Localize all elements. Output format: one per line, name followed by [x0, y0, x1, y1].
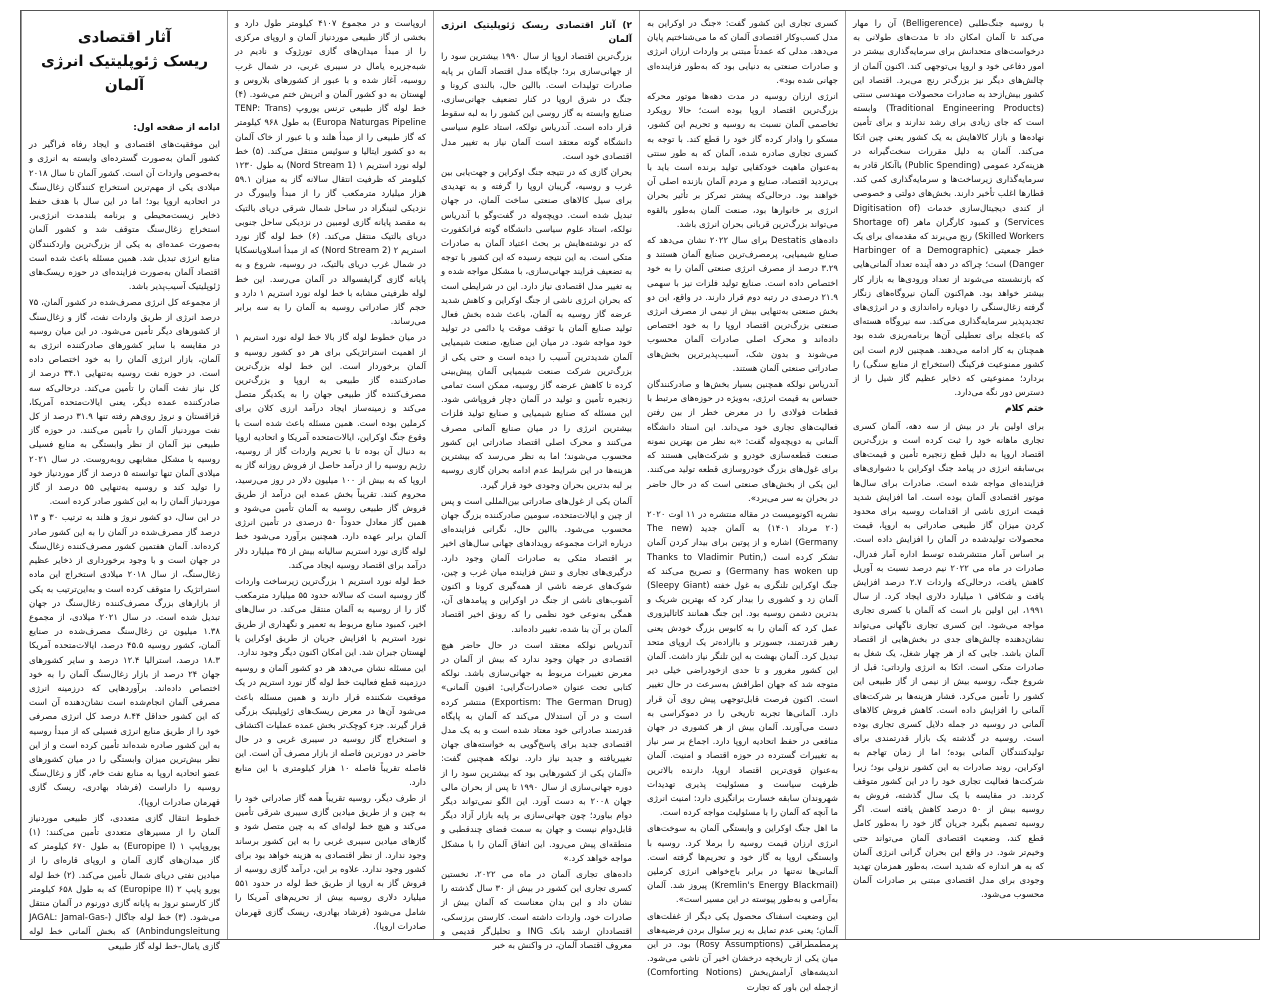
paragraph: آندریاس نولکه معتقد است در حال حاضر هیچ اقتصادی در جهان وجود ندارد که بیش از آلمان در معرض تغییرات مربوط به جهانی‌سازی باشد. نولکه کتابی تحت عنوان «صادرات‌گرایی: افیون آلمانی» (Exportism: The German Drug) منتشر کرده است و در آن استدلال می‌کند که آلمان به پایگاه قدرتمند صادراتی خود معتاد شده است و به یک مدل اقتصادی جدید برای پاسخ‌گویی به خواسته‌های جهان تغییریافته و جدید نیاز دارد. نولکه همچنین گفت: «آلمان یکی از کشورهایی بود که بیشترین سود را از دوره جهانی‌سازی از سال ۱۹۹۰ تا پس از بحران مالی جهان ۲۰۰۸ به دست آورد. این الگو نمی‌تواند دیگر دوام بیاورد؛ چون جهانی‌سازی بر پایه بازار آزاد دیگر قابل‌دوام نیست و جهان به سمت فضای چندقطبی و منطقه‌ای پیش می‌رود. این اتفاق آلمان را با مشکل مواجه خواهد کرد.»: [441, 640, 633, 864]
paragraph: انرژی ارزان روسیه در مدت دهه‌ها موتور محرکه بزرگ‌ترین اقتصاد اروپا بوده است؛ حالا رویکرد تخاصمی آلمان نسبت به روسیه و تحریم این کشور، مسکو را وادار کرده گاز خود را قطع کند. با توجه به کسری تجاری صادره شده، آلمان که به طور سنتی به‌عنوان ماهیت خودکفایی تولید برنده است باید با بی‌تردید اقتصاد، صنایع و مردم آلمان بازنده اصلی آن خواهند بود. درحالی‌که پیشتر تمرکز بر تأثیر بحران انرژی بر خانوارها بود، صنعت آلمان به‌طور بالقوه می‌تواند بزرگ‌ترین قربانی بحران انرژی باشد.: [647, 92, 838, 230]
paragraph: در این سال، دو کشور نروژ و هلند به ترتیب ۳۰ و ۱۳ درصد گاز مصرف‌شده در آلمان را به این کشور صادر کرده‌اند. آلمان هفتمین کشور مصرف‌کننده زغال‌سنگ در جهان است و با وجود برخورداری از ذخایر عظیم زغال‌سنگ، از سال ۲۰۱۸ میلادی استخراج این ماده استراتژیک را متوقف کرده است و به‌این‌ترتیب به یکی از بازارهای بزرگ مصرف‌کننده زغال‌سنگ در جهان تبدیل شده است. در سال ۲۰۲۱ میلادی، از مجموع ۱.۳۸ میلیون تن زغال‌سنگ مصرف‌شده در صنایع آلمان، کشور روسیه ۴۵.۵ درصد، ایالات‌متحده آمریکا ۱۸.۳ درصد، استرالیا ۱۲.۴ درصد و سایر کشورهای جهان ۲۴ درصد از بازار زغال‌سنگ آلمان را به خود اختصاص داده‌اند. برآوردهایی که درزمینه انرژی مصرفی آلمان انجام‌شده است نشان‌دهنده آن است که این کشور حداقل ۸.۴۴ درصد کل انرژی مصرفی خود را از طریق منابع انرژی فسیلی که از مبدأ روسیه به این کشور صادره شده‌اند تأمین کرده است و از این نظر بیش‌ترین میزان وابستگی را در میان کشورهای عضو اتحادیه اروپا به منابع نفت خام، گاز و زغال‌سنگ روسیه را داراست (فرشاد بهادری، ریسک گازی قهرمان صادرات اروپا).: [29, 513, 221, 808]
section-heading: ۲) آثار اقتصادی ریسک ژئوپلیتیک انرژی آلمان: [441, 21, 632, 46]
paragraph: در میان خطوط لوله گاز بالا خط لوله نورد استریم ۱ از اهمیت استراتژیکی برای هر دو کشور روسیه و آلمان برخوردار است. این خط لوله بزرگ‌ترین صادرکننده گاز طبیعی به اروپا و بزرگ‌ترین مصرف‌کننده گاز طبیعی جهان را به یکدیگر متصل می‌کند و زمینه‌ساز ایجاد درآمد ارزی کلان برای کرملین بوده است. همین مسئله باعث شده است با وقوع جنگ اوکراین، ایالات‌متحده آمریکا و اتحادیه اروپا به دنبال آن بوده تا با تحریم واردات گاز از روسیه، رژیم روسیه را از درآمد حاصل از فروش روزانه گاز به اروپا که به بیش از ۱۰۰ میلیون دلار در روز می‌رسید، محروم کنند. تقریباً بخش عمده این درآمد از طریق فروش گاز طبیعی روسیه به آلمان تأمین می‌شود و همین گاز معادل حدوداً ۵۰ درصدی در تأمین انرژی آلمان برابر عهده دارد. همچنین برآورد می‌شود خط لوله گازی نورد استریم سالیانه بیش از ۳۵ میلیارد دلار درآمد برای اقتصاد روسیه ایجاد می‌کند.: [235, 333, 426, 571]
paragraph: داده‌های Destatis برای سال ۲۰۲۲ نشان می‌دهد که صنایع شیمیایی، پرمصرف‌ترین صنایع آلمان هستند و ۳.۲۹ درصد از مصرف انرژی صنعتی آلمان را به خود اختصاص داده است. صنایع تولید فلزات نیز با سهمی ۲۱.۹ درصدی در رتبه دوم قرار دارند. در واقع، این دو بخش صنعتی به‌تنهایی بیش از نیمی از مصرف انرژی صنعتی بزرگ‌ترین اقتصاد اروپا را به خود اختصاص داده‌اند و محرک اصلی صادرات آلمان محسوب می‌شوند و بدون شک، آسیب‌پذیرترین بخش‌های صادراتی صنعتی آلمان هستند.: [647, 236, 838, 374]
paragraph: این موفقیت‌های اقتصادی و ایجاد رفاه فراگیر در کشور آلمان به‌صورت گسترده‌ای وابسته به انرژی و به‌خصوص واردات آن است. کشور آلمان تا سال ۲۰۱۸ میلادی یکی از مهم‌ترین استخراج کنندگان زغال‌سنگ در اتحادیه اروپا بود؛ اما در این سال با هدف حفظ ذخایر زیست‌محیطی و برنامه بلندمدت انرژی‌بر، استخراج زغال‌سنگ متوقف شد و کشور آلمان به‌صورت عمده‌ای به یکی از بزرگ‌ترین واردکنندگان منابع انرژی تبدیل شد. همین مسئله باعث شده است اقتصاد آلمان به‌صورت فزاینده‌ای در حوزه ریسک‌های ژئوپلیتیک آسیب‌پذیر باشد.: [29, 140, 220, 293]
paragraph: برای اولین بار در بیش از سه دهه، آلمان کسری تجاری ماهانه خود را ثبت کرده است و بزرگ‌ترین اقتصاد اروپا به دلیل قطع زنجیره تأمین و قیمت‌های بی‌سابقه انرژی در پیامد جنگ اوکراین با دشواری‌های فزاینده‌ای مواجه شده است. صادرات برای سال‌ها موتور اقتصادی آلمان بوده است. اما افزایش شدید قیمت انرژی ناشی از اقدامات روسیه برای محدود کردن میزان گاز طبیعی صادراتی به اروپا، قیمت محصولات تولیدشده در آلمان را افزایش داده است. بر اساس آمار منتشرشده توسط اداره آمار فدرال، صادرات در ماه می ۲۰۲۲ نیم درصد نسبت به آوریل کاهش یافت، درحالی‌که واردات ۲.۷ درصد افزایش یافت و شکافی ۱ میلیارد دلاری ایجاد کرد. از سال ۱۹۹۱، این اولین بار است که آلمان با کسری تجاری مواجه می‌شود. این کسری تجاری ناگهانی می‌تواند نشان‌دهنده چالش‌های جدی در بخش‌هایی از اقتصاد آلمان باشد. جایی که از هر چهار شغل، یک شغل به صادرات متکی است. اتکا به انرژی وارداتی: قبل از شروع جنگ، روسیه بیش از نیمی از گاز طبیعی این کشور را تأمین می‌کرد. فشار هزینه‌ها بر شرکت‌های آلمانی را افزایش داده است. کاهش فروش کالاهای آلمانی در روسیه در جمله دلایل کسری تجاری بوده است. روسیه در گذشته یک بازار قدرتمندی برای تولیدکنندگان آلمانی بوده؛ اما از زمان تهاجم به اوکراین، روند صادرات به این کشور نزولی بود؛ زیرا شرکت‌ها فعالیت تجاری خود را در این کشور متوقف کردند. در مقایسه با یک سال گذشته، فروش به روسیه بیش از ۵۰ درصد کاهش یافته است. اگر روسیه تصمیم بگیرد جریان گاز خود را به‌طور کامل قطع کند، وضعیت اقتصادی آلمان می‌تواند حتی وخیم‌تر شود. در واقع این بحران گرانی انرژی آلمان که به هر اندازه که شدید است، به‌طور همزمان تهدید وجودی برای مدل اقتصادی مبتنی بر صادرات آلمان محسوب می‌شود.: [853, 421, 1045, 901]
paragraph: بحران گازی که در نتیجه جنگ اوکراین و جهت‌یابی بین غرب و روسیه، گریبان اروپا را گرفته و به تهدیدی برای سیل کالاهای صنعتی ساخت آلمان، در جهان تبدیل شده است. دویچه‌وله در گفت‌وگو با آندریاس نولکه، استاد علوم سیاسی دانشگاه گوته فرانکفورت که در نوشته‌هایش بر بحث اعتیاد آلمان به صادرات متکی است. به این نتیجه رسیده که این کشور با توجه به تضعیف فرایند جهانی‌سازی، با مشکل مواجه شده و به تغییر مدل اقتصادی نیاز دارد. این در شرایطی است که بحران انرژی ناشی از جنگ اوکراین و کاهش شدید عرضه گاز روسیه به آلمان، باعث شده بخش فعال تولید صنایع آلمان با توقف موقت یا دائمی در تولید خود مواجه شود. در میان این صنایع، صنعت شیمیایی آلمان شدیدترین آسیب را دیده است و حتی یکی از بزرگ‌ترین شرکت صنعت شیمیایی آلمان پیش‌بینی کرده تا کاهش عرضه گاز روسیه، ممکن است تمامی زنجیره تأمین و تولید در آلمان دچار فروپاشی شود. این مسئله که صنایع شیمیایی و صنایع تولید فلزات بیشترین انرژی را در میان صنایع آلمانی مصرف می‌کنند و محرک اصلی اقتصاد صادراتی این کشور محسوب می‌شوند؛ اما به نظر می‌رسد که بیشترین هزینه‌ها در این شرایط عدم ادامه بحران گازی روسیه بر لبه بدترین بحران وجودی خود قرار گیرد.: [441, 168, 632, 491]
paragraph: کسری تجاری این کشور گفت: «جنگ در اوکراین به مدل کسب‌وکار اقتصادی آلمان که ما می‌شناختیم پایان می‌دهد. مدلی که عمدتاً مبتنی بر واردات ارزان انرژی و صادرات صنعتی به دنیایی بود که به‌طور فزاینده‌ای جهانی شده بود».: [647, 19, 838, 86]
paragraph: آلمان یکی از غول‌های صادراتی بین‌المللی است و پس از چین و ایالات‌متحده، سومین صادرکننده بزرگ جهان محسوب می‌شود. باالین حال، نگرانی فزاینده‌ای درباره اثرات مجموعه رویدادهای جهانی سال‌های اخیر بر اقتصاد متکی به صادرات آلمان وجود دارد. درگیری‌های تجاری و تنش فزاینده میان غرب و چین، شوک‌های عرضه ناشی از همه‌گیری کرونا و اکنون آشوب‌های ناشی از جنگ در اوکراین و پیامدهای آن، همگی به‌نوعی خود نظمی را که رونق اخیر اقتصاد آلمان بر آن بنا شده، تغییر داده‌اند.: [441, 496, 632, 635]
paragraph: ما اهل جنگ اوکراین و وابستگی آلمان به سوخت‌های انرژی ارزان قیمت روسیه را برملا کرد. روسیه با وابستگی اروپا به گاز خود و تحریم‌ها گرفته است. آلمانی‌ها نه‌تنها در برابر باج‌خواهی انرژی کرملین (Kremlin's Energy Blackmail) پیروز شد. آلمان به‌آرامی و به‌طور پیوسته در این مسیر است».: [647, 824, 839, 906]
article-title: [29, 25, 220, 97]
paragraph: اروپاست و در مجموع ۴۱۰۷ کیلومتر طول دارد و بخشی از گاز طبیعی موردنیاز آلمان و اروپای مرکزی را از مبدأ میدان‌های گازی تورژوک و نادیم در شبه‌جزیره یامال در سیبری غربی، در شمال غرب روسیه، آغاز شده و با عبور از کشورهای بلاروس و لهستان به دو کشور آلمان و اتریش ختم می‌شود. (۴) خط لوله گاز طبیعی ترنس یوروپ (TENP: Trans Europa Naturgas Pipeline) به طول ۹۶۸ کیلومتر که گاز طبیعی را از میدأ هلند و با عبور از خاک آلمان به دو کشور ایتالیا و سوئیس منتقل می‌کند. (۵) خط لوله نورد استریم ۱ (Nord Stream 1) به طول ۱۲۳۰ کیلومتر که ظرفیت انتقال سالانه گاز به میزان ۵۹.۱ هزار میلیارد مترمکعب گاز را از مبدأ وایبورگ در نزدیکی لنینگراد در ساحل شمال شرقی دریای بالتیک به مقصد پایانه گازی لومبین در نزدیکی ساحل جنوبی دریای بالتیک منتقل می‌کند. (۶) خط لوله گاز نورد استریم ۲ (Nord Stream 2) که از مبدأ اسلاویانسکایا در شمال غرب دریای بالتیک، در روسیه، شروع و به پایانه گازی گرایفسوالد در آلمان می‌رسد. این خط لوله ظرفیتی مشابه با خط لوله نورد استریم ۱ دارد و حجم گاز صادراتی روسیه به آلمان را به سه برابر می‌رساند.: [235, 19, 427, 328]
newspaper-page: [20, 10, 1260, 993]
continued-label: ادامه از صفحه اول:: [133, 123, 220, 133]
article-title-line-2: ریسک ژئوپلیتیک انرژی آلمان: [41, 52, 208, 94]
column-6-empty: [1051, 11, 1257, 939]
paragraph: خطوط انتقال گازی متعددی، گاز طبیعی موردنیاز آلمان را از مسیرهای متعددی تأمین می‌کنند: (۱) یوروپایپ ۱ (Europipe I) به طول ۶۷۰ کیلومتر که گاز میدان‌های گازی آلمان و اروپای قاره‌ای را از میادین نفتی دریای شمال تأمین می‌کند. (۲) خط لوله یورو پایپ ۲ (Europipe II) که به طول ۶۵۸ کیلومتر گاز کارستو نروژ به پایانه گازی دورنوم در آلمان منتقل می‌شود. (۳) خط لوله جاگال (JAGAL: Jamal-Gas-Anbindungsleitung) که بخش آلمانی خط لوله گازی یامال-خط لوله گاز طبیعی: [29, 813, 221, 952]
paragraph: نشریه اکونومیست در مقاله منتشره در ۱۱ اوت ۲۰۲۰ (۲۰ مرداد ۱۴۰۱) به آلمان جدید (The new Germany) اشاره و از پوتین برای بیدار کردن آلمان تشکر کرده است (Thanks to Vladimir Putin, Germany has woken up) و تصریح می‌کند که جنگ اوکراین تلنگری به غول خفته (Sleepy Giant) آلمان زد و کشوری را بیدار کرد که بهترین شریک و بدترین دشمن روسیه بود. این جنگ همانند کاتالیزوری عمل کرد که آلمان را به کابوس بزرگ خودش یعنی رهبر قدرتمند، جسورتر و بااراده‌تر یک اروپای متحد تبدیل کرد. آلمان بهشت به این تلنگر نیاز داشت. آلمان این کشور مغرور و تا حدی ازخودراضی خیلی دیر متوجه شد که جهان اطرافش به‌سرعت در حال تغییر است. اکنون فرصت قابل‌توجهی پیش روی آن قرار دارد. آلمانی‌ها تجربه تاریخی را در دموکراسی به دست می‌آورند. آلمان بیش از هر کشوری در جهان منافعی در حفظ اتحادیه اروپا دارد. اجماع بر سر نیاز به تغییرات گسترده در حوزه اقتصاد و امنیت. آلمان به‌عنوان قوی‌ترین اقتصاد اروپا، دارنده بالاترین ظرفیت سیاست و مسئولیت پذیری تهدیدات شهروندان سابقه خسارت برانگیزی دارد: امنیت انرژی ما آنچه که آلمان را با مسئولیت مواجه کرده است.: [647, 509, 838, 819]
paragraph: آندریاس نولکه همچنین بسیار بخش‌ها و صادرکنندگان حساس به قیمت انرژی، به‌ویژه در حوزه‌های مرتبط با قطعات فولادی را در معرض خطر از بین رفتن فعالیت‌های تجاری خود می‌داند. این استاد دانشگاه آلمانی به دویچه‌وله گفت: «به نظر من بهترین نمونه صنعت قطعه‌سازی خودرو و شرکت‌هایی هستند که برای غول‌های بزرگ خودروسازی قطعه تولید می‌کنند. این یکی از بخش‌های صنعتی است که در حال حاضر در بحران به سر می‌برد».: [647, 380, 838, 504]
paragraph: داده‌های تجاری آلمان در ماه می ۲۰۲۲، نخستین کسری تجاری این کشور در بیش از ۳۰ سال گذشته را نشان داد و این بدان معناست که آلمان بیش از صادرات خود، واردات داشته است. کارستن برزسکی، اقتصاددان ارشد بانک ING و تحلیل‌گر قدیمی و معروف اقتصاد آلمان، در واکنش به خبر: [441, 869, 632, 951]
paragraph: این وضعیت اسفناک محصول یکی دیگر از غفلت‌های آلمان؛ یعنی عدم تمایل به زیر سئوال بردن فرضیه‌های پرمطمطراقی (Rosy Assumptions) بود. در این میان یکی از تاریخچه درخشان اخیر آن ناشی می‌شود. اندیشه‌های آرامش‌بخش (Comforting Notions) ازجمله این باور که تجارت: [647, 911, 839, 993]
column-1: [21, 11, 227, 952]
column-4: [639, 11, 845, 993]
paragraph: از مجموعه کل انرژی مصرف‌شده در کشور آلمان، ۷۵ درصد انرژی از طریق واردات نفت، گاز و زغال‌سنگ از کشورهای دیگر تأمین می‌شود. در این میان روسیه در مقایسه با سایر کشورهای صادرکننده انرژی به آلمان، بازار انرژی آلمان را به خود اختصاص داده است. در حوزه نفت روسیه به‌تنهایی ۳۴.۱ درصد از کل نیاز نفت آلمان را تأمین می‌کند. درحالی‌که سه صادرکننده عمده دیگر، یعنی ایالات‌متحده آمریکا، قزاقستان و نروژ روی‌هم رفته تنها ۳۱.۹ درصد از کل نفت موردنیاز آلمان را تأمین می‌کنند. در حوزه گاز طبیعی نیز آلمان از نظر وابستگی به منابع فسیلی روسیه با مشکل مشابهی روبه‌روست. در سال ۲۰۲۱ میلادی آلمان تنها توانسته ۵ درصد از گاز موردنیاز خود را تولید کند و روسیه به‌تنهایی ۵۵ درصد از گاز موردنیاز آلمان را به این کشور صادر کرده است.: [29, 298, 220, 508]
paragraph: از طرف دیگر، روسیه تقریباً همه گاز صادراتی خود را به چین و از طریق میادین گازی سیبری شرقی تأمین می‌کند و هیچ خط لوله‌ای که به چین متصل شود و گازهای میادین سیبری غربی را به این کشور برساند وجود ندارد. از نظر اقتصادی به هزینه خواهد بود برای کشور وجود ندارد. علاوه بر این، درآمد گازی روسیه از فروش گاز به اروپا از طریق خط لوله در حدود ۵۵۱ میلیارد دلاری روسیه بیش از تحریم‌های آمریکا را شامل می‌شود (فرشاد بهادری، ریسک گازی قهرمان صادرات اروپا).: [235, 793, 426, 932]
paragraph: این مسئله نشان می‌دهد هر دو کشور آلمان و روسیه درزمینه قطع فعالیت خط لوله گاز نورد استریم در یک موقعیت شکننده قرار دارند و همین مسئله باعث می‌شود آن‌ها در معرض ریسک‌های ژئوپلیتیک بزرگی قرار گیرند. جزء کوچک‌تر بخش عمده عملیات اکتشاف و استخراج گاز روسیه در سیبری غربی و در حال حاضر در دورترین فاصله از بازار مصرف آن است. این فاصله تقریباً فاصله ۱۰ هزار کیلومتری با این منابع دارد.: [235, 664, 427, 788]
article-title-line-1: آثار اقتصادی: [77, 28, 172, 46]
column-5: [845, 11, 1051, 939]
section-heading-conclusion: ختم کلام: [1004, 404, 1044, 415]
paragraph: با روسیه جنگ‌طلبی (Belligerence) آن را مهار می‌کند تا آلمان امکان داد تا مدت‌های طولانی به درخواست‌های متحدانش برای سرمایه‌گذاری بیشتر در امور دفاعی خود و اروپا بی‌توجهی کند. اکنون آلمان از چالش‌های دیگر نیز بزرگ‌تر رنج می‌برد. اقتصاد این کشور بیش‌ازحد به صادرات محصولات مهندسی سنتی (Traditional Engineering Products) وابسته است که جای زیادی برای رشد ندارند و برای تأمین نهاده‌ها و بازار کالاهایش به یک کشور یعنی چین اتکا می‌کند. آلمان به دلیل مقررات سخت‌گیرانه در هزینه‌کرد عمومی (Public Spending) باآنکار قادر به سرمایه‌گذاری زیرساخت‌ها و سرمایه‌گذاری کمی کند. قطارها اغلب تأخیر دارند. بخش‌های دولتی و خصوصی از کندی دیجیتال‌سازی خدمات (Digitisation of Services) و کمبود کارگران ماهر (Shortage of Skilled Workers) رنج می‌برند که مقدمه‌ای برای یک خطر جمعیتی (Harbinger of a Demographic Danger) است؛ چراکه در دهه آینده تعداد آلمانی‌هایی که بازنشسته می‌شوند از تعداد ورودی‌ها به بازار کار بیشتر خواهد بود. هم‌اکنون آلمان نیروگاه‌های زنگار گرفته زغال‌سنگی را دوباره راه‌اندازی و در انرژی‌های تجدیدپذیر سرمایه‌گذاری می‌کند. سه نیروگاه هسته‌ای که باعجله برای تعطیلی آن‌ها برنامه‌ریزی شده بود همچنان به کار ادامه می‌دهند. همچنین لازم است این کشور ممنوعیت فرکینگ (استخراج از منابع سنگی) را بردارد؛ ممنوعیتی که ذخایر عظیم گاز شیل را از دسترس دور نگه می‌دارد.: [853, 19, 1045, 399]
column-3: [433, 11, 639, 951]
paragraph: خط لوله نورد استریم ۱ بزرگ‌ترین زیرساخت واردات گاز روسیه است که سالانه حدود ۵۵ میلیارد مترمکعب گاز را از روسیه به آلمان منتقل می‌کند. در سال‌های اخیر، کمبود منابع مربوط به تعمیر و نگهداری از طریق نورد استریم با افزایش جریان از طریق اوکراین یا لهستان جبران شد. این امکان اکنون دیگر وجود ندارد.: [235, 576, 426, 658]
column-2: [227, 11, 433, 939]
paragraph: بزرگ‌ترین اقتصاد اروپا از سال ۱۹۹۰ بیشترین سود را از جهانی‌سازی برد؛ جایگاه مدل اقتصاد آلمان بر پایه صادرات تولیدات است. باالین حال، بالندی کرونا و جنگ در شرق اروپا در کنار تضعیف جهانی‌سازی، صنایع وابسته به گاز روسی این کشور را به لبه سقوط قرار داده است. آندریاس نولکه، استاد علوم سیاسی دانشگاه گوته معتقد است آلمان نیاز به تغییر مدل اقتصادی خود است.: [441, 52, 632, 162]
